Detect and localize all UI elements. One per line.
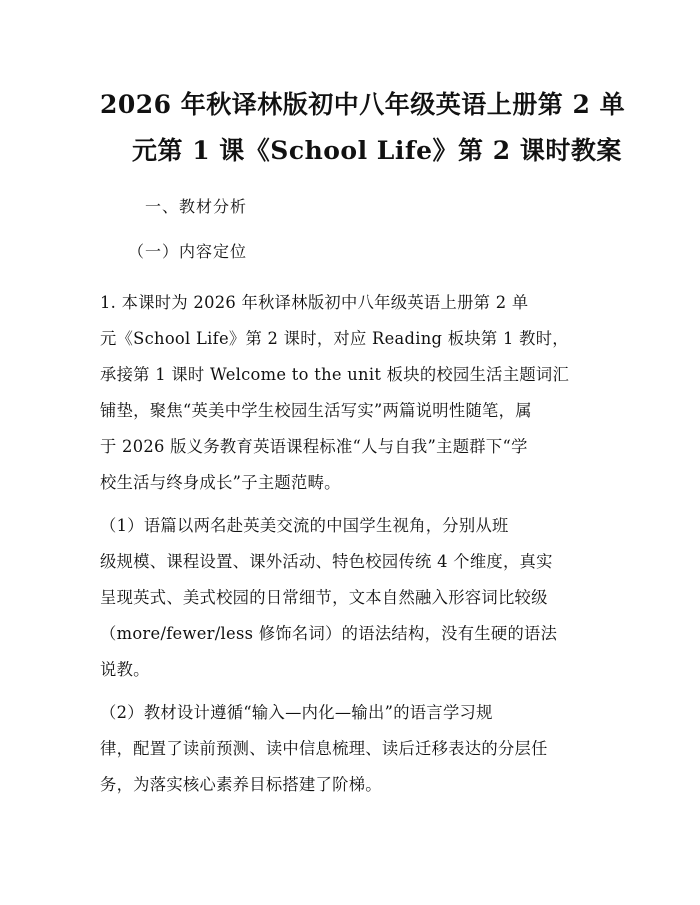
document-title-line-2: 元第 1 课《School Life》第 2 课时教案 [132,136,622,165]
paragraph-line: 承接第 1 课时 Welcome to the unit 板块的校园生活主题词汇 [100,365,570,384]
subsection-heading-content-positioning: （一）内容定位 [128,242,248,261]
paragraph-line: 呈现英式、美式校园的日常细节，文本自然融入形容词比较级 [100,588,548,607]
paragraph-line: （1）语篇以两名赴英美交流的中国学生视角，分别从班 [100,516,509,535]
paragraph-line: （more/fewer/less 修饰名词）的语法结构，没有生硬的语法 [100,624,558,643]
paragraph-line: 元《School Life》第 2 课时，对应 Reading 板块第 1 教时， [100,329,569,348]
section-heading-textbook-analysis: 一、教材分析 [145,197,248,216]
paragraph-line: 务，为落实核心素养目标搭建了阶梯。 [100,775,382,794]
paragraph-line: 于 2026 版义务教育英语课程标准“人与自我”主题群下“学 [100,437,528,456]
paragraph-line: （2）教材设计遵循“输入—内化—输出”的语言学习规 [100,703,493,722]
paragraph-line: 说教。 [100,660,150,679]
paragraph-line: 律，配置了读前预测、读中信息梳理、读后迁移表达的分层任 [100,739,548,758]
document-title-line-1: 2026 年秋译林版初中八年级英语上册第 2 单 [100,90,626,119]
paragraph-3 [100,695,600,803]
paragraph-line: 铺垫，聚焦“英美中学生校园生活写实”两篇说明性随笔，属 [100,401,532,420]
paragraph-line: 1. 本课时为 2026 年秋译林版初中八年级英语上册第 2 单 [100,293,529,312]
paragraph-line: 校生活与终身成长”子主题范畴。 [100,473,341,492]
paragraph-line: 级规模、课程设置、课外活动、特色校园传统 4 个维度，真实 [100,552,553,571]
paragraph-2 [100,508,600,688]
paragraph-1 [100,285,600,501]
